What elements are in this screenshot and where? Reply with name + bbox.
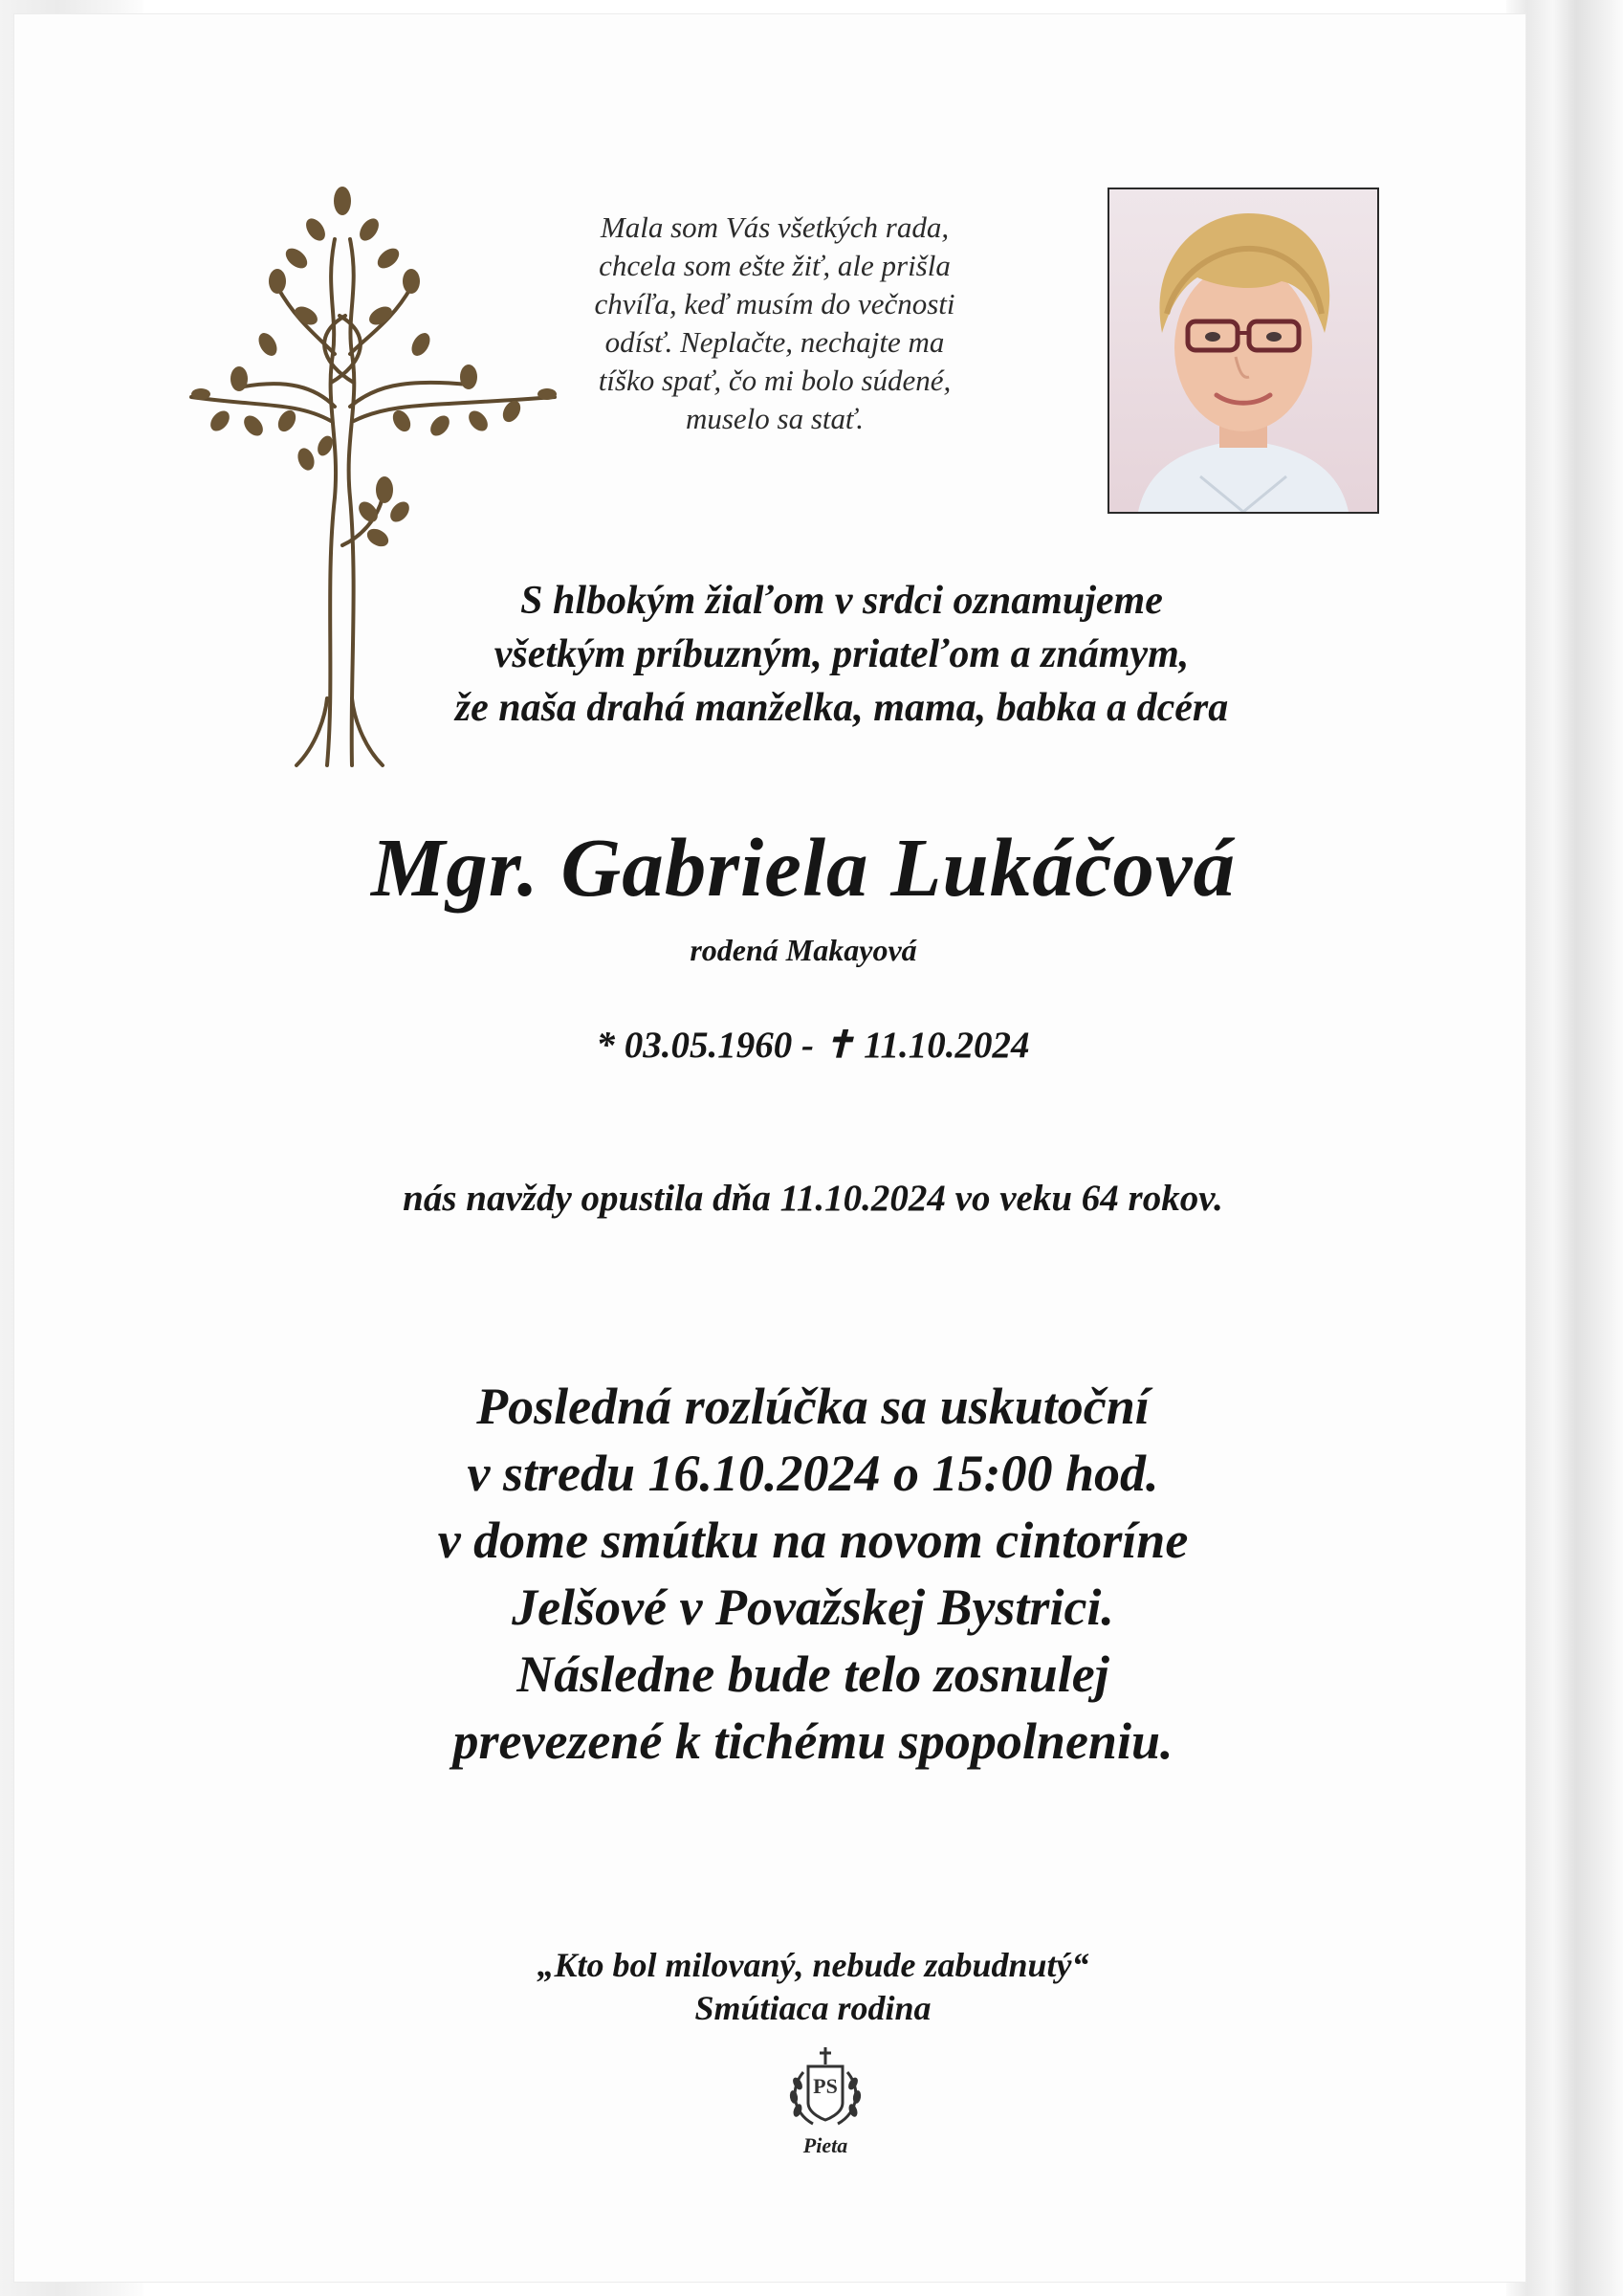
deceased-name: Mgr. Gabriela Lukáčová [370, 821, 1237, 914]
family-signature: Smútiaca rodina [694, 1989, 932, 2027]
pieta-logo [782, 2045, 868, 2158]
laurel-wreath-icon [782, 2045, 868, 2133]
life-dates: * 03.05.1960 - ✝ 11.10.2024 [596, 1025, 1030, 1066]
funeral-details: Posledná rozlúčka sa uskutoční v stredu 16.10.2024 o 15:00 hod. v dome smútku na novom cintoríne Jelšové v Považskej Bystrici. Následne bude telo zosnulej prevezené k tichému spopolneniu. [437, 1378, 1189, 1770]
passed-away-text: nás navždy opustila dňa 11.10.2024 vo veku 64 rokov. [403, 1178, 1223, 1219]
poem-verse: Mala som Vás všetkých rada, chcela som ešte žiť, ale prišla chvíľa, keď musím do večnosti odísť. Neplačte, nechajte ma tíško spať, čo mi bolo súdené, muselo sa stať. [594, 210, 955, 435]
memorial-quote: „Kto bol milovaný, nebude zabudnutý“ [537, 1946, 1089, 1984]
portrait-photo [1108, 188, 1379, 514]
portrait-image [1109, 189, 1377, 512]
logo-name: Pieta [802, 2133, 848, 2157]
maiden-name: rodená Makayová [690, 933, 917, 967]
logo-monogram: PS [813, 2074, 838, 2098]
announcement-text: S hlbokým žiaľom v srdci oznamujeme všetkým príbuzným, priateľom a známym, že naša drahá manželka, mama, babka a dcéra [454, 579, 1229, 730]
